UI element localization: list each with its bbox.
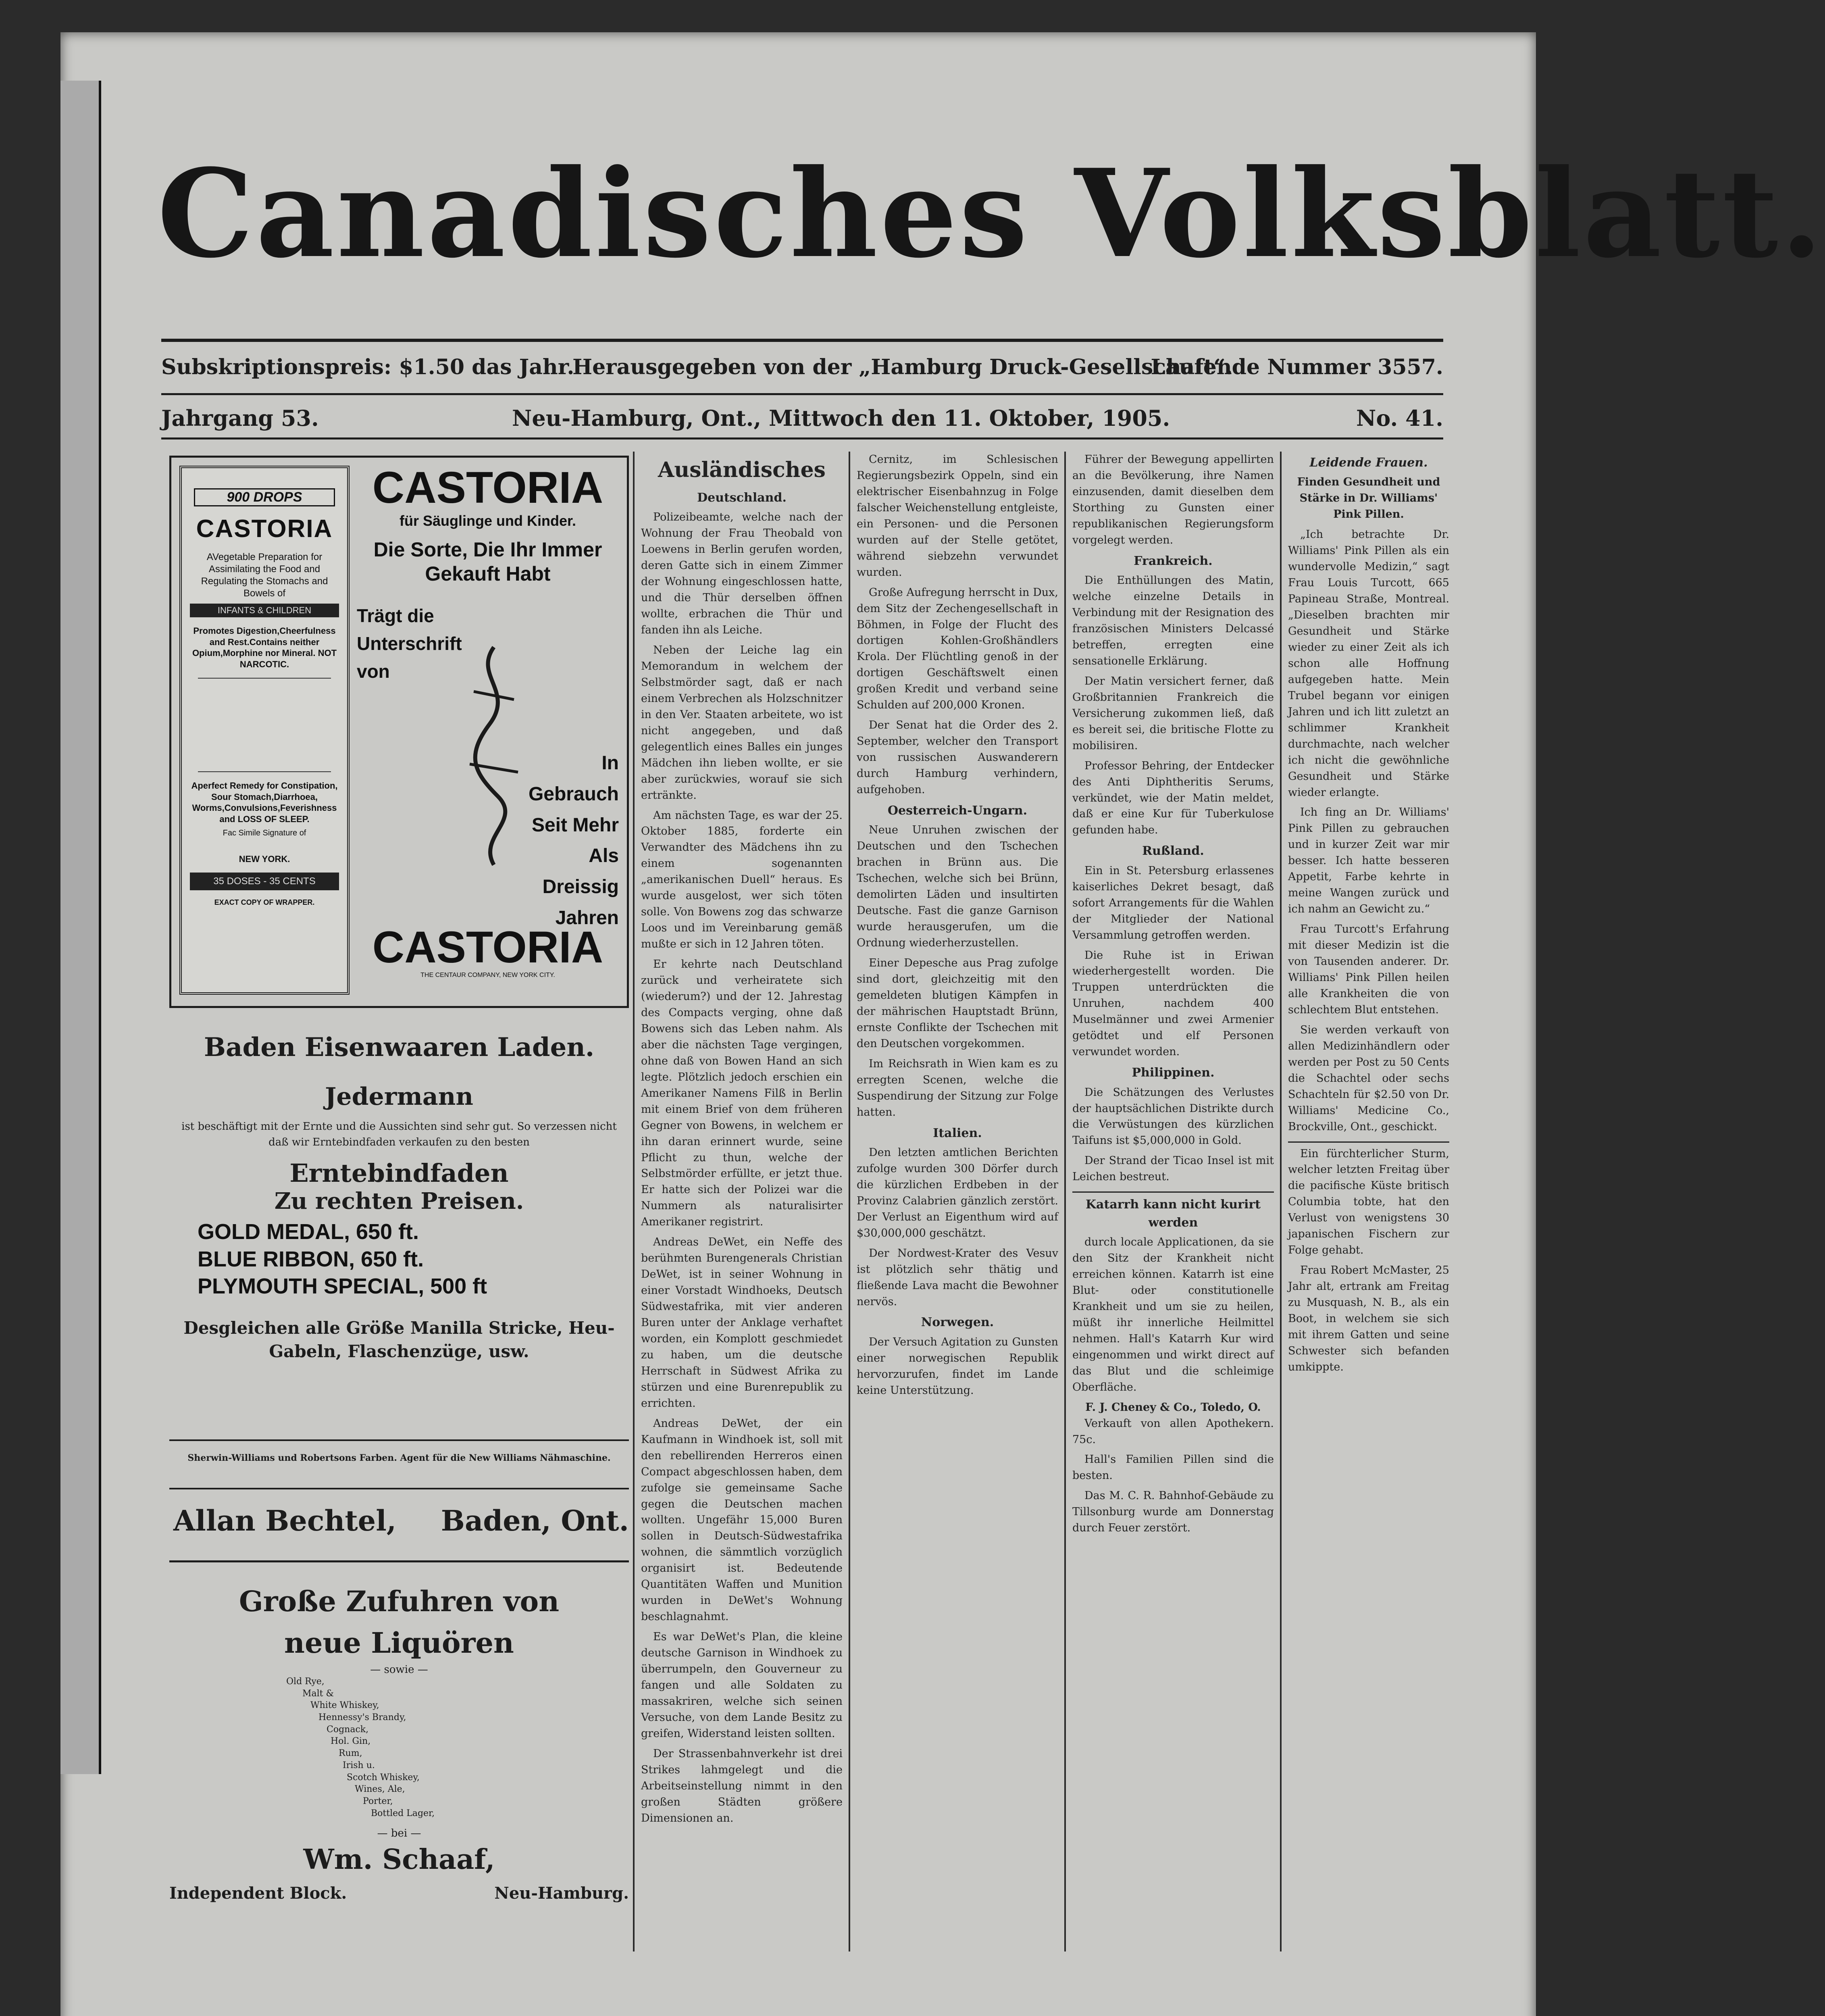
liquor-block: Independent Block. (169, 1884, 347, 1903)
liquor-ad (169, 1577, 629, 1956)
liquor-items (286, 1676, 629, 1819)
catarrh-sold: Verkauft von allen Apothekern. 75c. (1072, 1417, 1274, 1446)
article-paragraph: Cernitz, im Schlesischen Regierungsbezirk Oppeln, sind ein elektrischer Eisenbahnzug in Folge falscher Weichenstellung entgleiste, ein Personen- und die Personen wurden auf der Stelle getötet, während siebzehn verwundet wurden. (857, 453, 1058, 579)
bottle-recipe-lines (198, 678, 331, 772)
column-divider-3 (1064, 452, 1066, 1951)
liquor-address (169, 1884, 629, 1908)
section-subheading: Deutschland. (697, 490, 787, 505)
baden-rule-2 (169, 1488, 629, 1489)
newspaper-page (60, 32, 1825, 2016)
article-paragraph: Sie werden verkauft von allen Medizinhändlern oder werden per Post zu 50 Cents die Schachtel oder sechs Schachteln für $2.50 von Dr. Williams' Medicine Co., Brockville, Ont., geschickt. (1288, 1023, 1449, 1133)
publisher: Herausgegeben von der „Hamburg Druck-Gesellschaft“. (572, 355, 1233, 379)
column-divider-2 (849, 452, 850, 1951)
liquor-item: Cognack, (327, 1724, 369, 1735)
baden-also: Desgleichen alle Größe Manilla Stricke, Heu-Gabeln, Flaschenzüge, usw. (183, 1318, 615, 1362)
article-paragraph: Einer Depesche aus Prag zufolge sind dort, gleichzeitig mit den gemeldeten blutigen Kämpfen in der mährischen Hauptstadt Brünn, ernste Conflikte der Tschechen mit den Deutschen vorgekommen. (857, 957, 1058, 1050)
issue-no: No. 41. (1356, 405, 1443, 431)
article-paragraph: Der Senat hat die Order des 2. September, welcher den Transport von russischen Auswanderern durch Hamburg verhindern, aufgehoben. (857, 719, 1058, 796)
article-paragraph: Es war DeWet's Plan, die kleine deutsche Garnison in Windhoek zu überrumpeln, den Gouverneur zu fangen und alle Soldaten zu massakriren, welche sich seinen Versuche, von dem Lande Besitz zu greifen, Widerstand leisten sollten. (641, 1631, 843, 1740)
article-paragraph: Der Matin versichert ferner, daß Großbritannien Frankreich die Versicherung zukommen ließ, daß es bereit sei, die britische Flotte zu mobilisiren. (1072, 675, 1274, 752)
section-subheading: Oesterreich-Ungarn. (887, 804, 1028, 818)
bottle-castoria: CASTORIA (196, 515, 333, 543)
baden-item: GOLD MEDAL, 650 ft. (198, 1220, 419, 1244)
castoria-company: THE CENTAUR COMPANY, NEW YORK CITY. (420, 972, 555, 979)
liquor-item: Scotch Whiskey, (347, 1772, 420, 1783)
article-paragraph: Frau Robert McMaster, 25 Jahr alt, ertrank am Freitag zu Musquash, N. B., als ein Boot, in welchem sie sich mit ihrem Gatten und seine Schwester sich befanden umkippte. (1288, 1264, 1449, 1373)
column-5 (1288, 452, 1449, 1968)
liquor-item: Rum, (339, 1748, 362, 1759)
bottle-city: NEW YORK. (239, 854, 290, 864)
article-paragraph: Große Aufregung herrscht in Dux, dem Sitz der Zechengesellschaft in Böhmen, in Folge der Flucht des dortigen Kohlen-Großhändlers Krola. Der Flüchtling genoß in der dortigen Geschäftswelt einen großen Kredit und verband seine Schulden auf 200,000 Kronen. (857, 586, 1058, 712)
article-paragraph: Andreas DeWet, der ein Kaufmann in Windhoek ist, soll mit den rebellirenden Herreros einen Compact abgeschlossen haben, dem zufolge sie gemeinsame Sache gegen die Deutschen machen wollten. Ungefähr 15,000 Buren sollen in Deutsch-Südwestafrika wohnen, die sämmtlich vorzüglich organisirt ist. Bedeutende Quantitäten Waffen und Munition wurden in DeWet's Wohnung beschlagnahmt. (641, 1417, 843, 1623)
bottle-drops: 900 DROPS (194, 488, 335, 506)
section-subheading: Italien. (933, 1126, 982, 1140)
masthead-title: Canadisches Volksblatt. (157, 142, 1825, 285)
masthead-rule-mid (161, 393, 1443, 395)
column-divider-1 (633, 452, 635, 1951)
catarrh-text: durch locale Applicationen, da sie den Sitz der Krankheit nicht erreichen können. Katarrh ist eine Blut- oder constitutionelle Krankheit und um sie zu heilen, müßt ihr innerliche Heilmittel nehmen. Hall's Katarrh Kur wird eingenommen und wirkt direct auf das Blut und die schleimige Oberfläche. (1072, 1236, 1274, 1393)
article-paragraph: „Ich betrachte Dr. Williams' Pink Pillen als ein wundervolle Medizin,“ sagt Frau Louis Turcott, 665 Papineau Straße, Montreal. „Dieselben brachten mir Gesundheit und Stärke wieder zu einer Zeit als ich schon alle Hoffnung aufgegeben hatte. Mein Trubel begann vor einigen Jahren und ich litt zuletzt an schlimmer Krankheit durchmachte, nach welcher ich nicht die gewöhnliche Gesundheit und Stärke wieder erlangte. (1288, 528, 1449, 799)
section-subheading: Norwegen. (921, 1315, 994, 1330)
article-paragraph: Polizeibeamte, welche nach der Wohnung der Frau Theobald von Loewens in Berlin gerufen worden, deren Gatte sich in einem Zimmer der Wohnung eingeschlossen hatte, und die Thür derselben öffnen wollte, erbrachen die Thür und fanden ihn als Leiche. (641, 511, 843, 637)
section-subheading: Finden Gesundheit und Stärke in Dr. Williams' Pink Pillen. (1297, 476, 1440, 521)
article-paragraph: Die Schätzungen des Verlustes der hauptsächlichen Distrikte durch die Verwüstungen des kürzlichen Taifuns ist $5,000,000 in Gold. (1072, 1086, 1274, 1147)
article-paragraph: Im Reichsrath in Wien kam es zu erregten Scenen, welche die Suspendirung der Sitzung zur Folge hatten. (857, 1057, 1058, 1118)
article-paragraph: Ein in St. Petersburg erlassenes kaiserliches Dekret besagt, daß sofort Arrangements für die Wahlen der Mitglieder der National Versammlung getroffen werden. (1072, 864, 1274, 941)
article-paragraph: Neue Unruhen zwischen der Deutschen und den Tschechen brachen in Brünn aus. Die Tschechen, welche sich bei Brünn, demolirten Läden und insultirten Deutsche. Fast die ganze Garnison wurde herausgerufen, um die Ordnung wiederherzustellen. (857, 824, 1058, 950)
bottle-description: AVegetable Preparation for Assimilating the Food and Regulating the Stomachs and Bowels of (201, 552, 328, 599)
liquor-item: Hol. Gin, (331, 1736, 371, 1747)
baden-item: PLYMOUTH SPECIAL, 500 ft (198, 1274, 487, 1298)
article-paragraph: Der Strand der Ticao Insel ist mit Leichen bestreut. (1072, 1154, 1274, 1183)
baden-title: Baden Eisenwaaren Laden. (204, 1032, 595, 1062)
castoria-footer: CASTORIA (372, 923, 603, 972)
divider (1288, 1141, 1449, 1143)
liquor-item: Hennessy's Brandy, (318, 1712, 406, 1723)
bottle-remedy: Aperfect Remedy for Constipation, Sour Stomach,Diarrhoea, Worms,Convulsions,Feverishness and LOSS OF SLEEP. (191, 781, 338, 824)
castoria-ad (169, 456, 629, 1008)
section-subheading: Frankreich. (1134, 554, 1213, 568)
castoria-line2: Trägt die Unterschrift von (357, 605, 462, 682)
liquor-item: Irish u. (343, 1760, 375, 1770)
liquor-bei: — bei — (377, 1827, 421, 1840)
liquor-title2: neue Liquören (284, 1626, 514, 1660)
baden-intro: ist beschäftigt mit der Ernte und die Aussichten sind sehr gut. So verzessen nicht daß wir Erntebindfaden verkaufen zu den besten (181, 1120, 617, 1148)
divider (1072, 1191, 1274, 1193)
castoria-bottle-wrapper (179, 466, 350, 995)
article-paragraph: Neben der Leiche lag ein Memorandum in welchem der Selbstmörder sagt, daß er nach einem Verbrechen als Holzschnitzer in den Ver. Staaten arbeitete, wo ist nicht angegeben, und daß gelegentlich eines Balles ein junges Mädchen ihn lieben wollte, er sie aber zurückwies, worauf sie sich ertränkte. (641, 644, 843, 802)
masthead-rule-top (161, 339, 1443, 342)
article-paragraph: Frau Turcott's Erfahrung mit dieser Medizin ist die von Tausenden anderer. Dr. Williams' Pink Pillen heilen alle Krankheiten die von schlechtem Blut entstehen. (1288, 923, 1449, 1016)
date: Neu-Hamburg, Ont., Mittwoch den 11. Oktober, 1905. (512, 405, 1170, 431)
column-4 (1072, 452, 1274, 1968)
dateline (161, 405, 1443, 437)
masthead-rule-bottom (161, 437, 1443, 439)
baden-jedermann: Jedermann (325, 1083, 473, 1111)
article-paragraph: Der Nordwest-Krater des Vesuv ist plötzlich sehr thätig und fließende Lava macht die Bewohner nervös. (857, 1247, 1058, 1308)
baden-rule-3 (169, 1560, 629, 1562)
castoria-text (357, 463, 619, 979)
column-divider-4 (1280, 452, 1282, 1951)
catarrh-signature: F. J. Cheney & Co., Toledo, O. (1085, 1401, 1261, 1414)
baden-rule (169, 1439, 629, 1441)
baden-items (198, 1218, 629, 1300)
article-paragraph: Der Strassenbahnverkehr ist drei Strikes lahmgelegt und die Arbeitseinstellung nimmt in den großen Städten größere Dimensionen an. (641, 1747, 843, 1824)
article-paragraph: Ein fürchterlicher Sturm, welcher letzten Freitag über die pacifische Küste britisch Columbia tobte, hat den Verlust von wenigstens 30 japanischen Fischern zur Folge gehabt. (1288, 1147, 1449, 1257)
article-paragraph: Den letzten amtlichen Berichten zufolge wurden 300 Dörfer durch die kürzlichen Erdbeben in der Provinz Calabrien gänzlich zerstört. Der Verlust an Eigenthum wird auf $30,000,000 geschätzt. (857, 1146, 1058, 1239)
article-paragraph: Führer der Bewegung appellirten an die Bevölkerung, ihre Namen einzusenden, damit dieselben dem Storthing zu Gunsten einer republikanischen Regierungsform vorgelegt werden. (1072, 453, 1274, 546)
article-paragraph: Die Ruhe ist in Eriwan wiederhergestellt worden. Die Truppen unterdrückten die Unruhen, nachdem 400 Muselmänner und zwei Armenier getödtet und elf Personen verwundet worden. (1072, 949, 1274, 1058)
adjacent-page-edge (60, 81, 101, 1774)
bottle-infants: INFANTS & CHILDREN (190, 604, 339, 617)
article-paragraph: Die Enthüllungen des Matin, welche einzelne Details in Verbindung mit der Resignation des französischen Ministers Delcassé betreffen, erregten eine sensationelle Erklärung. (1072, 574, 1274, 667)
article-paragraph: Er kehrte nach Deutschland zurück und verheiratete sich (wiederum?) und der 12. Jahrestag des Compacts verging, ohne daß Bowens sich das Leben nahm. Als aber die nächsten Tage vergingen, ohne daß von Bowen Hand an sich legte. Plötzlich jedoch erschien ein Amerikaner Namens Filß in Berlin mit einem Brief von dem früheren Gegner von Bowens, in welchem er ihn daran erinnert wurde, seine Pflicht zu thun, welche der Selbstmörder erfüllte, er jetzt thue. Er hatte sich der Polizei war die Nummern als naturalisirter Amerikaner registrirt. (641, 958, 843, 1229)
article-paragraph: Der Versuch Agitation zu Gunsten einer norwegischen Republik hervorzurufen, findet im Lande keine Unterstützung. (857, 1335, 1058, 1397)
castoria-headline: CASTORIA (372, 463, 603, 512)
liquor-item: Old Rye, (286, 1677, 325, 1687)
castoria-for-whom: für Säuglinge und Kinder. (399, 512, 576, 529)
article-paragraph: Ich fing an Dr. Williams' Pink Pillen zu gebrauchen und in kurzer Zeit war mir besser. Ich hatte besseren Appetit, Farbe kehrte in meine Wangen zurück und ich nahm an Gewicht zu.“ (1288, 806, 1449, 916)
issue-number: Laufende Nummer 3557. (1151, 355, 1443, 379)
fire-notice: Das M. C. R. Bahnhof-Gebäude zu Tillsonburg wurde am Donnerstag durch Feuer zerstört. (1072, 1489, 1274, 1535)
baden-item: BLUE RIBBON, 650 ft. (198, 1247, 424, 1271)
bottle-doses: 35 DOSES - 35 CENTS (190, 873, 339, 890)
catarrh-pills: Hall's Familien Pillen sind die besten. (1072, 1453, 1274, 1482)
castoria-line3: In Gebrauch Seit Mehr Als Dreissig Jahren (528, 752, 619, 929)
volume: Jahrgang 53. (161, 405, 319, 431)
article-paragraph: Professor Behring, der Entdecker des Anti Diphtheritis Serums, verkündet, wie der Matin meldet, daß er eine Kur für Tuberkulose gefunden habe. (1072, 759, 1274, 837)
liquor-item: Bottled Lager, (371, 1808, 435, 1818)
liquor-title1: Große Zufuhren von (239, 1585, 560, 1618)
section-subheading: Philippinen. (1132, 1066, 1215, 1080)
masthead-subline (161, 355, 1443, 387)
baden-merchant-line (173, 1504, 629, 1537)
baden-ad (169, 1024, 629, 1496)
bottle-promotes: Promotes Digestion,Cheerfulness and Rest.Contains neither Opium,Morphine nor Mineral. NOT NARCOTIC. (192, 626, 337, 669)
section-heading: Ausländisches (658, 458, 826, 482)
subscription-price: Subskriptionspreis: $1.50 das Jahr. (161, 355, 574, 379)
liquor-item: Malt & (302, 1688, 334, 1699)
column-3 (857, 452, 1058, 1968)
castoria-line1: Die Sorte, Die Ihr Immer Gekauft Habt (373, 538, 602, 585)
article-paragraph: Andreas DeWet, ein Neffe des berühmten Burengenerals Christian DeWet, ist in seiner Wohnung in einer Vorstadt Windhoeks, Deutsch Südwestafrika, mit vier anderen Buren unter der Anklage verhaftet worden, ein Komplott geschmiedet zu haben, um die deutsche Herrschaft in Südwest Afrika zu stürzen und eine Burenrepublik zu errichten. (641, 1236, 843, 1410)
bottle-copy: EXACT COPY OF WRAPPER. (214, 898, 315, 906)
liquor-item: Wines, Ale, (355, 1784, 405, 1795)
baden-product: Erntebindfaden (289, 1158, 509, 1188)
liquor-town: Neu-Hamburg. (494, 1884, 629, 1903)
baden-paints: Sherwin-Williams und Robertsons Farben. Agent für die New Williams Nähmaschine. (187, 1453, 611, 1463)
section-heading: Leidende Frauen. (1309, 456, 1428, 470)
liquor-item: White Whiskey, (310, 1700, 379, 1711)
liquor-merchant: Wm. Schaaf, (303, 1843, 495, 1876)
section-subheading: Rußland. (1142, 844, 1204, 858)
article-paragraph: Am nächsten Tage, es war der 25. Oktober 1885, forderte ein Verwandter des Mädchens ihn zu einem sogenannten „amerikanischen Duell“ heraus. Es wurde ausgelost, wer sich töten solle. Von Bowens zog das schwarze Loos und im Vereinbarung gemäß mußte er sich in 12 Jahren töten. (641, 809, 843, 951)
column-auslaendisches (641, 452, 843, 1968)
baden-merchant: Allan Bechtel, (173, 1504, 397, 1537)
liquor-item: Porter, (363, 1796, 393, 1806)
fletcher-signature (458, 643, 526, 869)
liquor-sowie: — sowie — (370, 1664, 428, 1676)
baden-place: Baden, Ont. (441, 1504, 629, 1537)
bottle-facsimile: Fac Simile Signature of (223, 829, 306, 837)
catarrh-heading: Katarrh kann nicht kurirt werden (1085, 1198, 1261, 1230)
baden-price: Zu rechten Preisen. (274, 1188, 524, 1214)
